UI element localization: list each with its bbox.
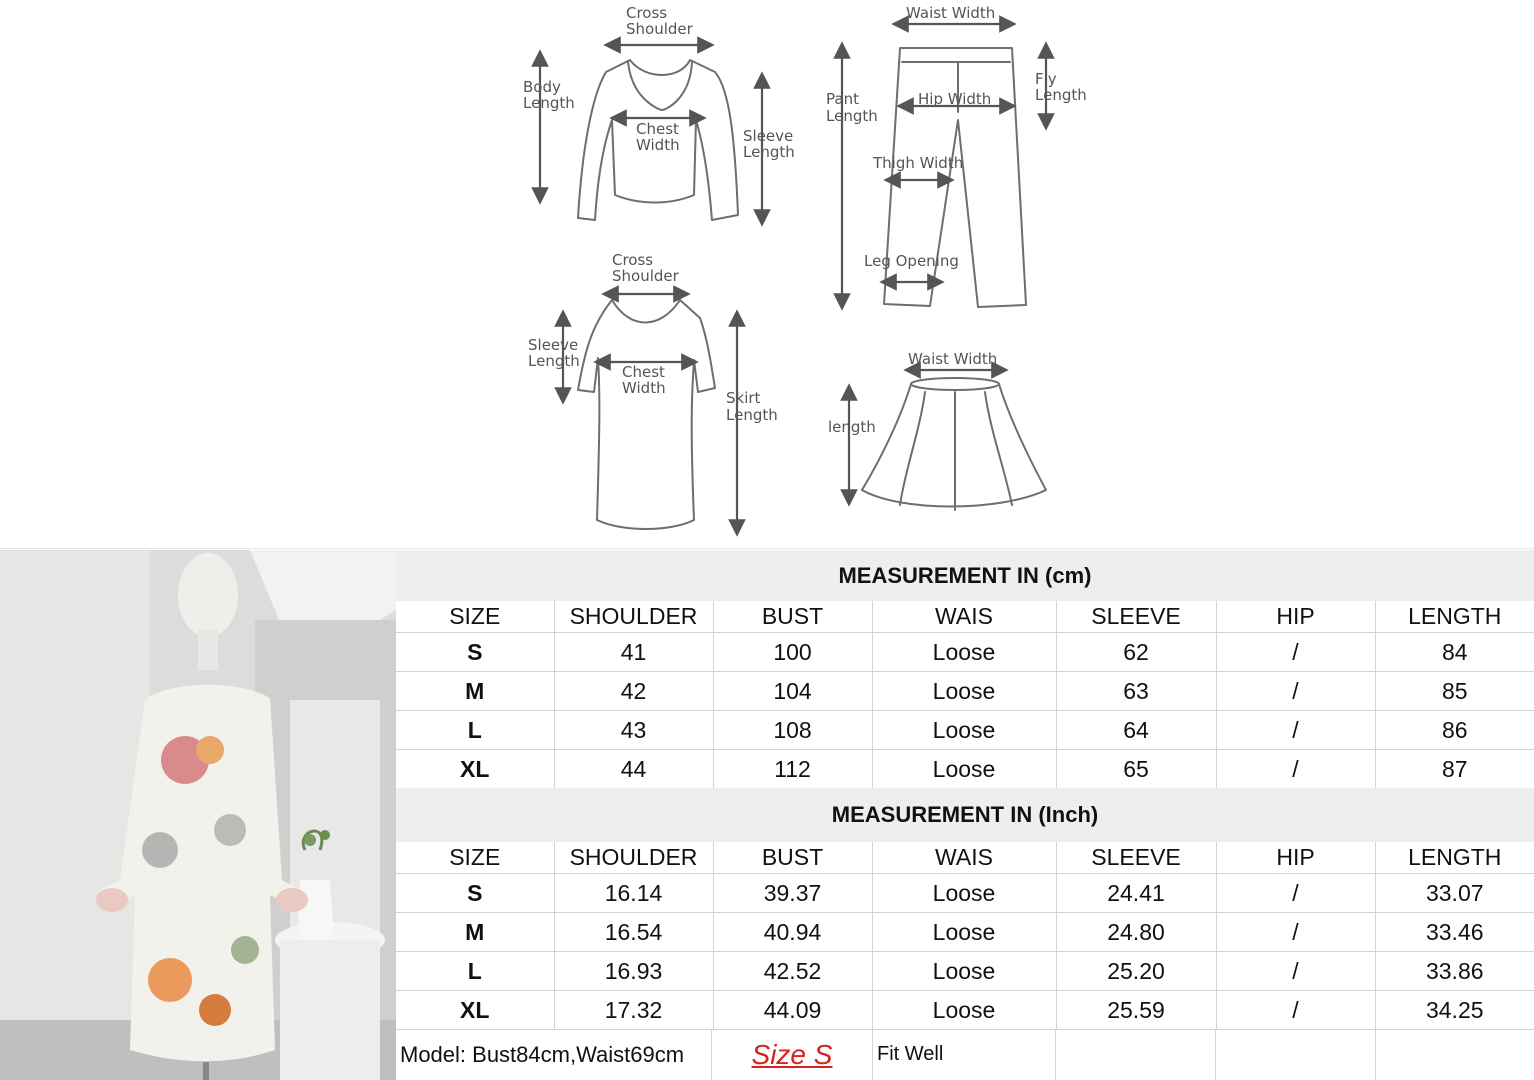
table-cell: 44.09 [713,991,872,1030]
empty-cell [1375,1029,1534,1080]
size-cell: S [396,874,554,913]
table-cell: 63 [1056,672,1216,711]
measurement-tables [396,550,1534,1080]
table-cell: 33.86 [1375,952,1534,991]
size-cell: M [396,672,554,711]
table-cell: Loose [872,711,1056,750]
table-row [396,952,1534,991]
table-cell: 64 [1056,711,1216,750]
table-row [396,991,1534,1030]
fit-note: Fit Well [872,1029,1056,1080]
product-photo [0,550,396,1080]
table-cell: / [1216,991,1375,1030]
table-cell: / [1216,913,1375,952]
col-shoulder: SHOULDER [554,842,713,874]
label-fly-length-1: Fly [1035,70,1057,88]
label-chest-width-top-1: Chest [636,120,679,138]
label-pants-waist-width: Waist Width [906,4,996,22]
table-cell: Loose [872,672,1056,711]
col-sleeve: SLEEVE [1056,601,1216,633]
model-size: Size S [712,1029,873,1080]
table-cell: 85 [1375,672,1534,711]
inch-table-title: MEASUREMENT IN (Inch) [396,788,1534,842]
table-cell: 16.93 [554,952,713,991]
label-body-length-1: Body [523,78,561,96]
table-cell: 108 [713,711,872,750]
empty-cell [1056,1029,1216,1080]
label-thigh-width: Thigh Width [873,154,964,172]
empty-cell [1215,1029,1376,1080]
table-cell: / [1216,633,1375,672]
col-length: LENGTH [1375,842,1534,874]
label-hip-width: Hip Width [918,90,992,108]
col-size: SIZE [396,601,554,633]
label-leg-opening: Leg Opening [864,252,959,270]
label-sleeve-length-top-1: Sleeve [743,127,794,145]
table-cell: 17.32 [554,991,713,1030]
table-cell: Loose [872,874,1056,913]
table-cell: / [1216,672,1375,711]
pants-sketch [826,4,1087,307]
label-cross-shoulder-top-1: Cross [626,4,668,22]
table-cell: 112 [713,750,872,789]
table-row [396,913,1534,952]
size-cell: L [396,711,554,750]
table-cell: Loose [872,750,1056,789]
label-skirt-waist-width: Waist Width [908,350,998,368]
table-cell: 62 [1056,633,1216,672]
table-cell: 24.41 [1056,874,1216,913]
table-cell: 65 [1056,750,1216,789]
col-sleeve: SLEEVE [1056,842,1216,874]
table-cell: / [1216,874,1375,913]
size-cell: M [396,913,554,952]
table-cell: 42 [554,672,713,711]
table-cell: 43 [554,711,713,750]
table-cell: Loose [872,991,1056,1030]
table-cell: 87 [1375,750,1534,789]
cm-header-row [396,601,1534,633]
table-row [396,633,1534,672]
cm-table-title: MEASUREMENT IN (cm) [396,550,1534,601]
label-skirt-length-2: Length [726,406,778,424]
size-cell: S [396,633,554,672]
table-row [396,711,1534,750]
col-length: LENGTH [1375,601,1534,633]
col-bust: BUST [713,601,872,633]
label-sleeve-length-dress-1: Sleeve [528,336,579,354]
table-row [396,672,1534,711]
table-cell: 104 [713,672,872,711]
label-pant-length-2: Length [826,107,878,125]
col-hip: HIP [1216,601,1375,633]
label-fly-length-2: Length [1035,86,1087,104]
label-sleeve-length-top-2: Length [743,143,795,161]
size-cell: XL [396,750,554,789]
size-cell: L [396,952,554,991]
table-cell: 100 [713,633,872,672]
model-measurements: Model: Bust84cm,Waist69cm [396,1029,712,1080]
table-cell: 25.20 [1056,952,1216,991]
table-cell: 84 [1375,633,1534,672]
table-cell: 40.94 [713,913,872,952]
model-info-row [396,1029,1534,1080]
cm-table [396,601,1534,789]
table-cell: / [1216,952,1375,991]
label-chest-width-dress-1: Chest [622,363,665,381]
label-skirt-length-1: Skirt [726,389,761,407]
label-skirt-length: length [828,418,876,436]
label-cross-shoulder-dress-1: Cross [612,251,654,269]
table-cell: 16.54 [554,913,713,952]
table-cell: 42.52 [713,952,872,991]
label-chest-width-top-2: Width [636,136,680,154]
table-cell: / [1216,711,1375,750]
col-hip: HIP [1216,842,1375,874]
col-size: SIZE [396,842,554,874]
label-sleeve-length-dress-2: Length [528,352,580,370]
table-row [396,750,1534,789]
mannequin-dress-image [0,550,396,1080]
inch-header-row [396,842,1534,874]
table-cell: 41 [554,633,713,672]
table-cell: 33.46 [1375,913,1534,952]
col-shoulder: SHOULDER [554,601,713,633]
label-cross-shoulder-dress-2: Shoulder [612,267,679,285]
col-waist: WAIS [872,842,1056,874]
table-cell: 25.59 [1056,991,1216,1030]
table-cell: 34.25 [1375,991,1534,1030]
table-cell: 33.07 [1375,874,1534,913]
dress-sketch [528,251,778,529]
table-cell: 16.14 [554,874,713,913]
table-cell: 24.80 [1056,913,1216,952]
inch-table [396,842,1534,1030]
table-row [396,874,1534,913]
table-cell: Loose [872,633,1056,672]
table-cell: Loose [872,913,1056,952]
table-cell: Loose [872,952,1056,991]
table-cell: / [1216,750,1375,789]
top-sketch [523,4,795,220]
col-waist: WAIS [872,601,1056,633]
table-cell: 86 [1375,711,1534,750]
label-pant-length-1: Pant [826,90,859,108]
size-cell: XL [396,991,554,1030]
table-cell: 44 [554,750,713,789]
table-cell: 39.37 [713,874,872,913]
col-bust: BUST [713,842,872,874]
label-chest-width-dress-2: Width [622,379,666,397]
label-cross-shoulder-top-2: Shoulder [626,20,693,38]
label-body-length-2: Length [523,94,575,112]
skirt-sketch [828,350,1046,510]
